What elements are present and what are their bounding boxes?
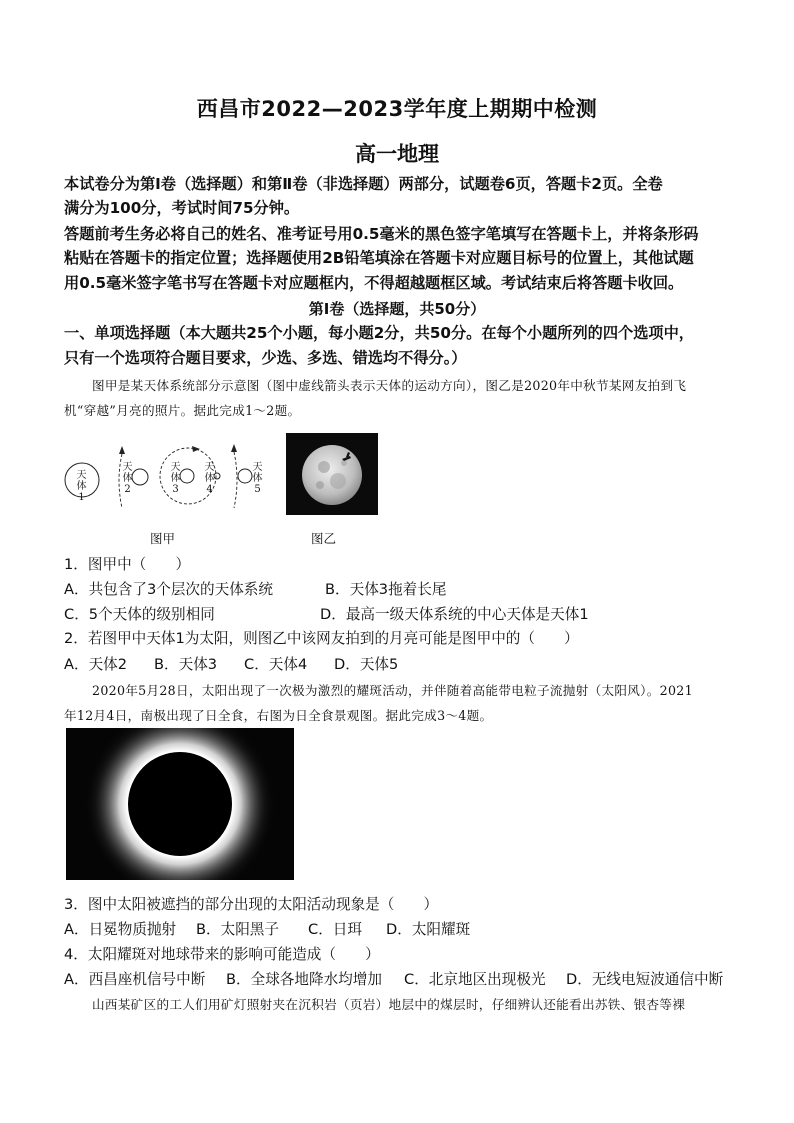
q4-option-a: A．西昌座机信号中断: [64, 971, 206, 988]
caption-figure-a: 图甲: [150, 531, 176, 546]
moon-image: [286, 433, 378, 515]
q1-option-c: C．5个天体的级别相同: [64, 606, 215, 623]
passage1-line-2: 机“穿越”月亮的照片。据此完成1～2题。: [64, 403, 301, 418]
body-label-5: 天体5: [252, 462, 263, 495]
q4-option-c: C．北京地区出现极光: [404, 971, 546, 988]
section-title: 第Ⅰ卷（选择题，共50分）: [308, 300, 486, 318]
arrow-up-left: [119, 446, 125, 454]
body-label-2: 天体2: [122, 462, 133, 495]
figure-b-moon-photo: [286, 433, 378, 515]
instruction-line-4: 粘贴在答题卡的指定位置；选择题使用2B铅笔填涂在答题卡对应题目标号的位置上，其他试题: [64, 249, 694, 267]
body-2-circle: [132, 469, 148, 485]
body-5-circle: [238, 469, 252, 483]
q1-option-a: A．共包含了3个层次的天体系统: [64, 581, 273, 598]
q4-stem: 4．太阳耀斑对地球带来的影响可能造成（ ）: [64, 946, 380, 963]
q3-stem: 3．图中太阳被遮挡的部分出现的太阳活动现象是（ ）: [64, 896, 439, 913]
body-3-circle: [180, 469, 194, 483]
q2-stem: 2．若图甲中天体1为太阳，则图乙中该网友拍到的月亮可能是图甲中的（ ）: [64, 630, 579, 647]
q1-option-d: D．最高一级天体系统的中心天体是天体1: [320, 606, 589, 623]
instruction-line-1: 本试卷分为第Ⅰ卷（选择题）和第Ⅱ卷（非选择题）两部分，试题卷6页，答题卡2页。全卷: [64, 175, 663, 193]
body-label-1: 天体1: [76, 470, 87, 503]
subject-title: 高一地理: [355, 142, 439, 166]
solar-eclipse-photo: [66, 728, 294, 880]
passage2-line-1: 2020年5月28日，太阳出现了一次极为激烈的耀斑活动，并伴随着高能带电粒子流抛射（太阳风）。2021: [92, 683, 693, 698]
passage2-line-2: 年12月4日，南极出现了日全食，右图为日全食景观图。据此完成3～4题。: [64, 708, 493, 723]
caption-figure-b: 图乙: [311, 531, 337, 546]
q4-option-d: D．无线电短波通信中断: [566, 971, 724, 988]
q2-option-a: A．天体2: [64, 656, 128, 673]
arrow-up-right: [231, 444, 237, 452]
eclipse-image: [66, 728, 294, 880]
instruction-line-5: 用0.5毫米签字笔书写在答题卡对应题框内，不得超越题框区域。考试结束后将答题卡收回。: [64, 274, 684, 292]
q3-option-d: D．太阳耀斑: [386, 921, 471, 938]
q2-option-b: B．天体3: [154, 656, 218, 673]
instruction-line-2: 满分为100分，考试时间75分钟。: [64, 199, 300, 217]
body-label-3: 天体3: [170, 462, 181, 495]
part-one-line-1: 一、单项选择题（本大题共25个小题，每小题2分，共50分。在每个小题所列的四个选项中，: [64, 324, 694, 342]
q2-option-d: D．天体5: [334, 656, 399, 673]
q4-option-b: B．全球各地降水均增加: [226, 971, 382, 988]
figure-a-diagram: [64, 432, 274, 522]
part-one-line-2: 只有一个选项符合题目要求，少选、多选、错选均不得分。）: [64, 349, 467, 367]
q1-stem: 1．图甲中（ ）: [64, 556, 191, 573]
q3-option-c: C．日珥: [308, 921, 362, 938]
passage1-line-1: 图甲是某天体系统部分示意图（图中虚线箭头表示天体的运动方向），图乙是2020年中秋节某网友拍到飞: [92, 378, 687, 393]
exam-title: 西昌市2022—2023学年度上期期中检测: [196, 97, 598, 121]
q2-option-c: C．天体4: [244, 656, 308, 673]
passage3-line-1: 山西某矿区的工人们用矿灯照射夹在沉积岩（页岩）地层中的煤层时，仔细辨认还能看出苏铁、银杏等裸: [92, 997, 686, 1012]
orbit-arc-right: [234, 452, 237, 508]
q1-option-b: B．天体3拖着长尾: [325, 581, 447, 598]
q3-option-b: B．太阳黑子: [196, 921, 279, 938]
arrow-orbit-top: [192, 446, 200, 452]
q3-option-a: A．日冕物质抛射: [64, 921, 177, 938]
instruction-line-3: 答题前考生务必将自己的姓名、准考证号用0.5毫米的黑色签字笔填写在答题卡上，并将条形码: [64, 225, 699, 243]
body-label-4: 天体4: [204, 462, 215, 495]
celestial-system-svg: [64, 432, 274, 522]
moon-disc: [128, 752, 232, 856]
